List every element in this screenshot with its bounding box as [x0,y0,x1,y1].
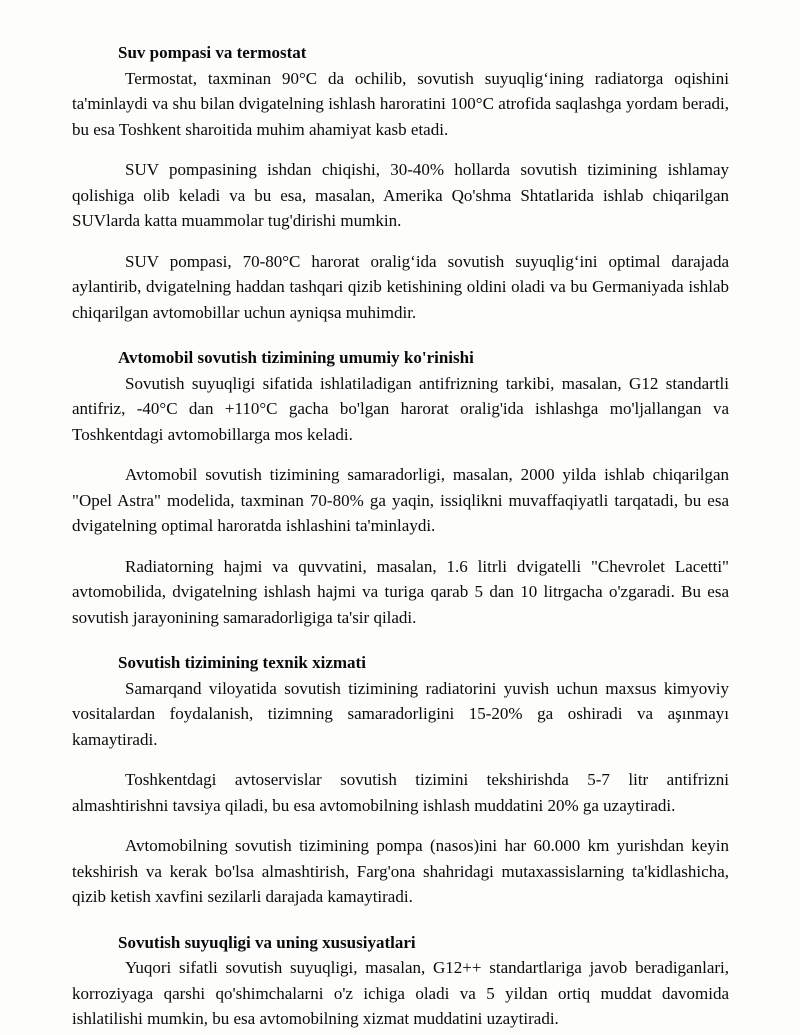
paragraph: Samarqand viloyatida sovutish tizimining radiatorini yuvish uchun maxsus kimyoviy vositalardan foydalanish, tizimning samaradorligini 15-20% ga oshiradi va aşınmayı kamaytiradi. [72,678,729,749]
section-umumiy-korinishi [72,345,729,630]
section-suyuqligi-xususiyatlari [72,930,729,1032]
paragraph: Termostat, taxminan 90°C da ochilib, sovutish suyuqligʻining radiatorga oqishini ta'minlaydi va shu bilan dvigatelning ishlash haroratini 100°C atrofida saqlashga yordam beradi, bu esa Toshkent sharoitida muhim ahamiyat kasb etadi. [72,68,729,139]
section-heading: Sovutish suyuqligi va uning xususiyatlari [118,932,416,952]
paragraph: Avtomobilning sovutish tizimining pompa (nasos)ini har 60.000 km yurishdan keyin tekshirish va kerak bo'lsa almashtirish, Farg'ona shahridagi mutaxassislarning ta'kidlashicha, qizib ketish xavfini sezilarli darajada kamaytiradi. [72,836,729,906]
section-heading: Sovutish tizimining texnik xizmati [118,653,366,672]
paragraph: Yuqori sifatli sovutish suyuqligi, masalan, G12++ standartlariga javob beradiganlari, korroziyaga qarshi qo'shimchalarni o'z ichiga oladi va 5 yildan ortiq muddat davomida ishlatilishi mumkin, bu esa avtomobilning xizmat muddatini uzaytiradi. [72,958,729,1028]
paragraph: SUV pompasi, 70-80°C harorat oraligʻida sovutish suyuqligʻini optimal darajada aylantirib, dvigatelning haddan tashqari qizib ketishining oldini oladi va bu Germaniyada ishlab chiqarilgan avtomobillar uchun ayniqsa muhimdir. [72,251,729,322]
paragraph: SUV pompasining ishdan chiqishi, 30-40% hollarda sovutish tizimining ishlamay qolishiga olib keladi va bu esa, masalan, Amerika Qo'shma Shtatlarida ishlab chiqarilgan SUVlarda katta muammolar tug'dirishi mumkin. [72,160,729,230]
paragraph: Radiatorning hajmi va quvvatini, masalan, 1.6 litrli dvigatelli "Chevrolet Lacetti" avtomobilida, dvigatelning ishlash hajmi va turiga qarab 5 dan 10 litrgacha o'zgaradi. Bu esa sovutish jarayonining samaradorligiga ta'sir qiladi. [72,556,729,627]
section-texnik-xizmati [72,650,729,910]
section-suv-pompasi-va-termostat [72,40,729,325]
section-heading: Avtomobil sovutish tizimining umumiy ko'rinishi [118,348,474,367]
paragraph: Avtomobil sovutish tizimining samaradorligi, masalan, 2000 yilda ishlab chiqarilgan "Opel Astra" modelida, taxminan 70-80% ga yaqin, issiqlikni muvaffaqiyatli tarqatadi, bu esa dvigatelning optimal haroratda ishlashini ta'minlaydi. [72,465,729,535]
paragraph: Toshkentdagi avtoservislar sovutish tizimini tekshirishda 5-7 litr antifrizni almashtirishni tavsiya qiladi, bu esa avtomobilning ishlash muddatini 20% ga uzaytiradi. [72,770,729,815]
section-heading: Suv pompasi va termostat [118,43,307,62]
paragraph: Sovutish suyuqligi sifatida ishlatiladigan antifrizning tarkibi, masalan, G12 standartli antifriz, -40°C dan +110°C gacha bo'lgan harorat oralig'ida ishlashga mo'ljallangan va Toshkentdagi avtomobillarga mos keladi. [72,373,729,444]
